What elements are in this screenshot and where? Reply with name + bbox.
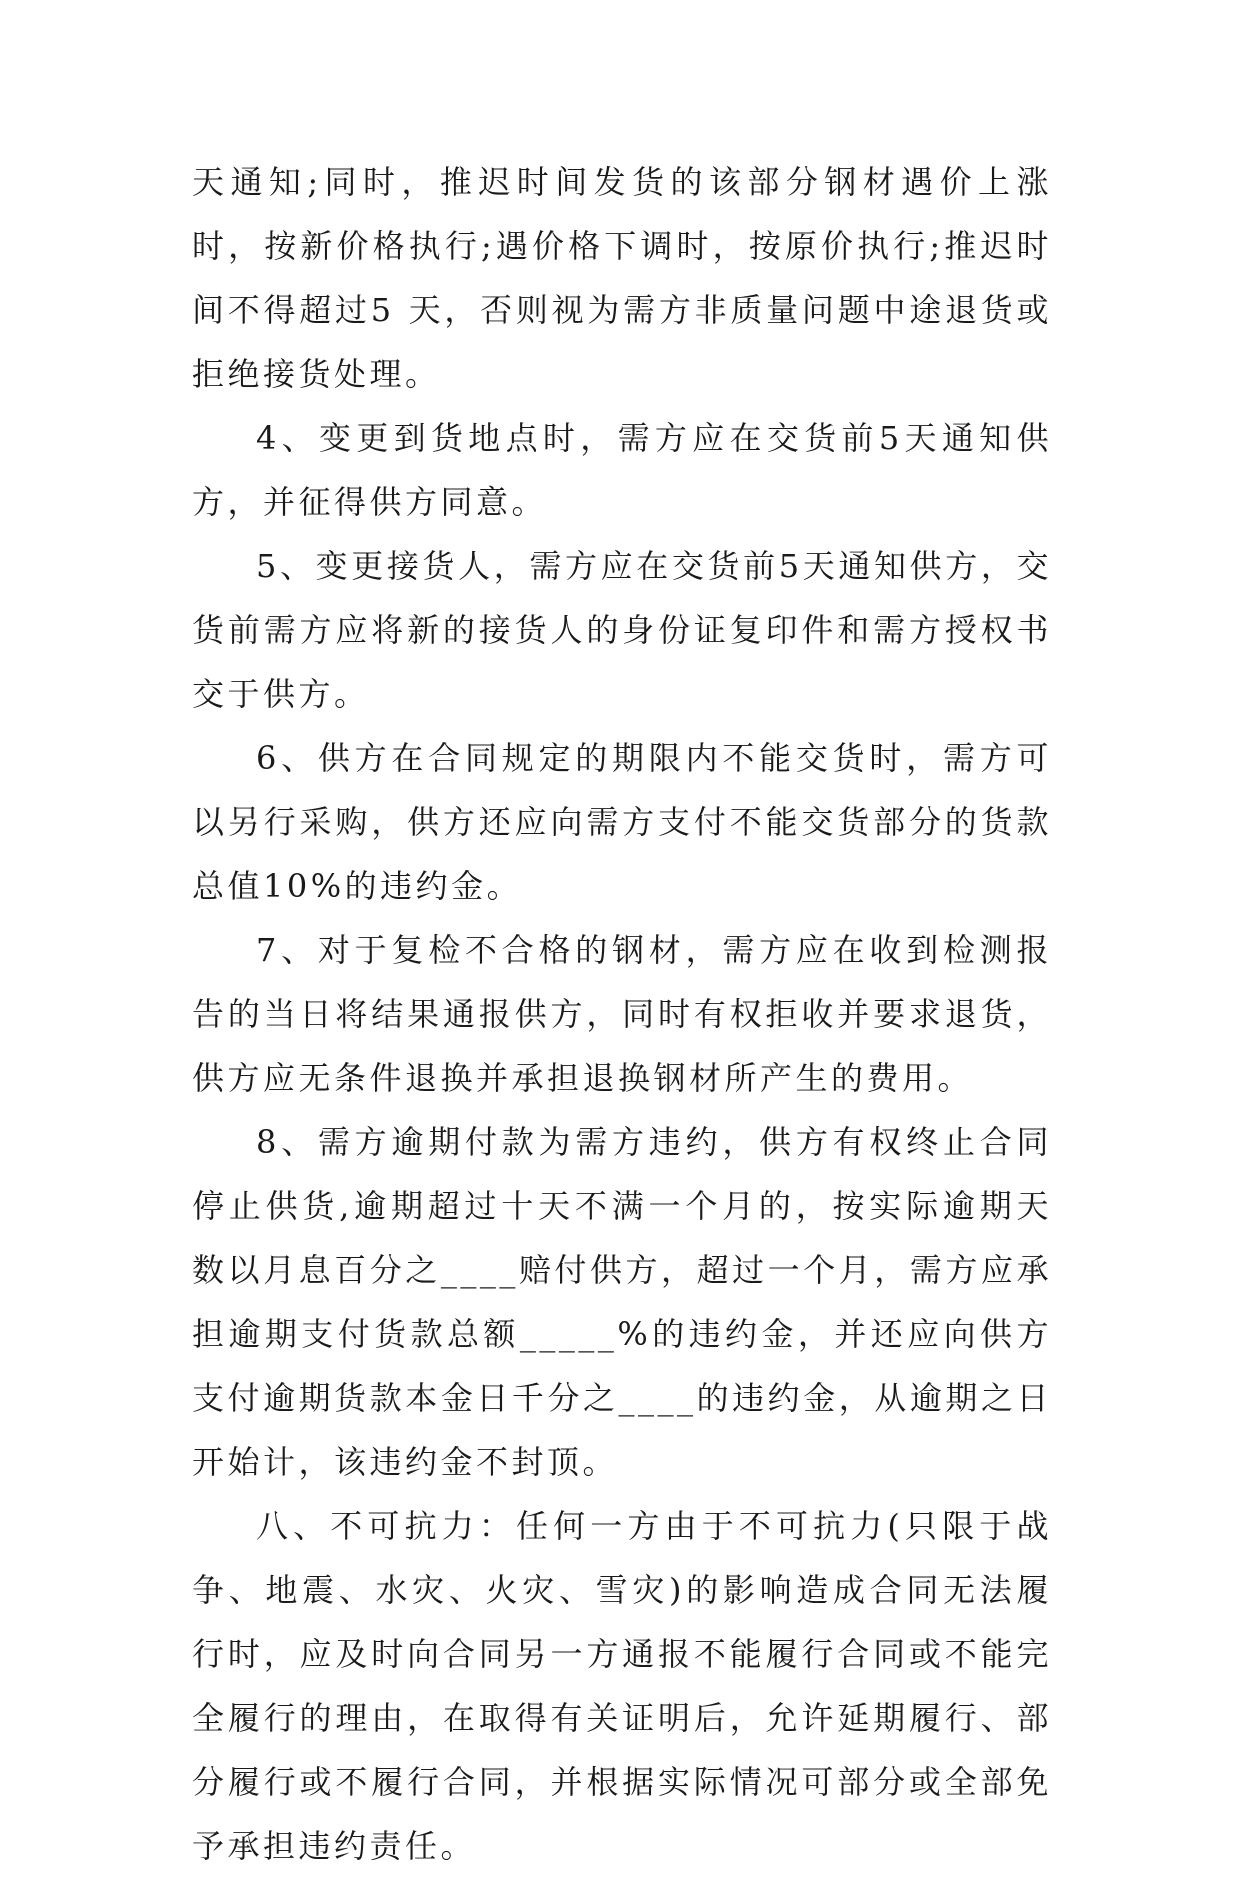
paragraph-force-majeure: 八、不可抗力：任何一方由于不可抗力(只限于战争、地震、水灾、火灾、雪灾)的影响造成合同无法履行时，应及时向合同另一方通报不能履行合同或不能完全履行的理由，在取得有关证明后，允许延期履行、部分履行或不履行合同，并根据实际情况可部分或全部免予承担违约责任。 xyxy=(192,1507,1052,1865)
paragraph-clause-6: 6、供方在合同规定的期限内不能交货时，需方可以另行采购，供方还应向需方支付不能交货部分的货款总值10%的违约金。 xyxy=(192,739,1052,905)
paragraph-clause-5: 5、变更接货人，需方应在交货前5天通知供方，交货前需方应将新的接货人的身份证复印件和需方授权书交于供方。 xyxy=(192,547,1052,713)
paragraph-clause-4: 4、变更到货地点时，需方应在交货前5天通知供方，并征得供方同意。 xyxy=(192,419,1052,521)
paragraph-clause-7: 7、对于复检不合格的钢材，需方应在收到检测报告的当日将结果通报供方，同时有权拒收并要求退货，供方应无条件退换并承担退换钢材所产生的费用。 xyxy=(192,931,1052,1097)
paragraph-continuation: 天通知;同时，推迟时间发货的该部分钢材遇价上涨时，按新价格执行;遇价格下调时，按原价执行;推迟时间不得超过5 天，否则视为需方非质量问题中途退货或拒绝接货处理。 xyxy=(192,163,1052,393)
paragraph-clause-8: 8、需方逾期付款为需方违约，供方有权终止合同停止供货,逾期超过十天不满一个月的，按实际逾期天数以月息百分之____赔付供方，超过一个月，需方应承担逾期支付货款总额_____%的违约金，并还应向供方支付逾期货款本金日千分之____的违约金，从逾期之日开始计，该违约金不封顶。 xyxy=(192,1123,1052,1481)
document-page xyxy=(192,150,1052,1878)
